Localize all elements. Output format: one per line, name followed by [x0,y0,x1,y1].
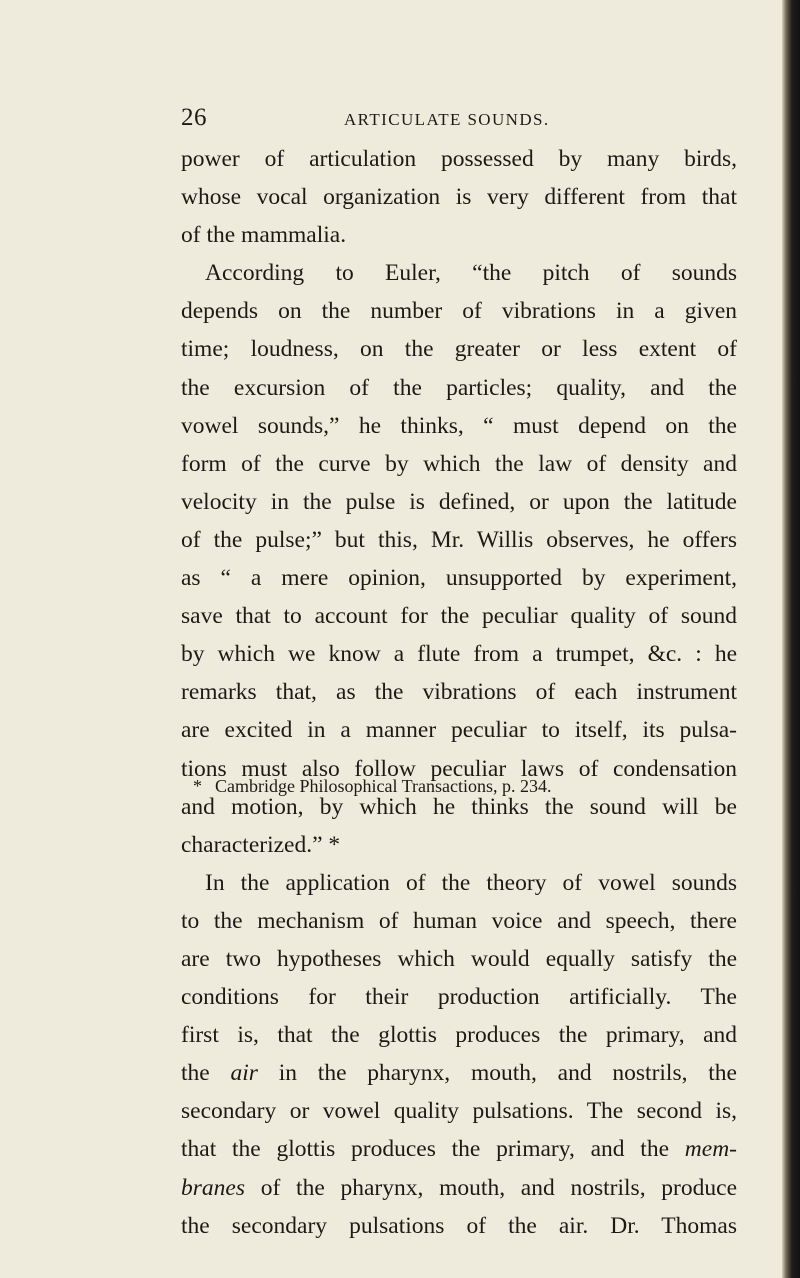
page-header [0,104,786,144]
text-line: According to Euler, “the pitch of sounds [205,260,737,287]
italic-word: mem- [684,1136,737,1163]
body-text [181,140,737,1245]
text-line: characterized.” * [181,831,341,858]
text-line: the excursion of the particles; quality, and the [181,374,737,401]
text-line: tions must also follow peculiar laws of condensation [181,755,737,782]
book-binding-edge [782,0,800,1278]
italic-word: branes [181,1174,245,1201]
text-line: whose vocal organization is very different from that [181,184,737,211]
running-title: ARTICULATE SOUNDS. [344,110,550,129]
text-line: form of the curve by which the law of density and [181,450,737,477]
text-line: as “ a mere opinion, unsupported by experiment, [181,565,737,592]
text-line [181,1169,737,1207]
page-number: 26 [181,104,207,131]
text-line: depends on the number of vibrations in a given [181,298,737,325]
footnote [181,774,737,798]
text-line: to the mechanism of human voice and speech, there [181,907,737,934]
text-fragment: of the pharynx, mouth, and nostrils, produce [244,1174,737,1201]
text-line: vowel sounds,” he thinks, “ must depend on the [181,412,737,439]
text-line [181,1130,737,1168]
text-line: save that to account for the peculiar quality of sound [181,603,737,630]
text-line: of the mammalia. [181,222,347,249]
text-line: power of articulation possessed by many birds, [181,146,737,172]
text-line: remarks that, as the vibrations of each instrument [181,679,737,706]
text-line: by which we know a flute from a trumpet, &c. : he [181,641,737,668]
text-line: velocity in the pulse is defined, or upon the latitude [181,488,737,515]
text-line: are excited in a manner peculiar to itself, its pulsa- [181,717,737,744]
text-line: conditions for their production artificially. The [181,984,737,1011]
text-line: the secondary pulsations of the air. Dr. Thomas [181,1212,737,1239]
text-fragment: the [181,1060,231,1087]
text-line: time; loudness, on the greater or less extent of [181,336,737,363]
text-line: of the pulse;” but this, Mr. Willis observes, he offers [181,526,737,553]
text-line: secondary or vowel quality pulsations. The second is, [181,1098,737,1125]
text-fragment: in the pharynx, mouth, and nostrils, the [257,1060,737,1087]
text-line: are two hypotheses which would equally satisfy the [181,945,737,972]
footnote-mark: * [193,776,202,796]
footnote-text: Cambridge Philosophical Transactions, p. 234. [215,776,552,796]
text-line: and motion, by which he thinks the sound will be [181,793,737,820]
text-line: In the application of the theory of vowel sounds [205,869,737,896]
text-fragment: that the glottis produces the primary, and the [181,1136,685,1163]
text-line [181,1054,737,1092]
text-line: first is, that the glottis produces the primary, and [181,1022,737,1049]
italic-word: air [230,1060,258,1087]
